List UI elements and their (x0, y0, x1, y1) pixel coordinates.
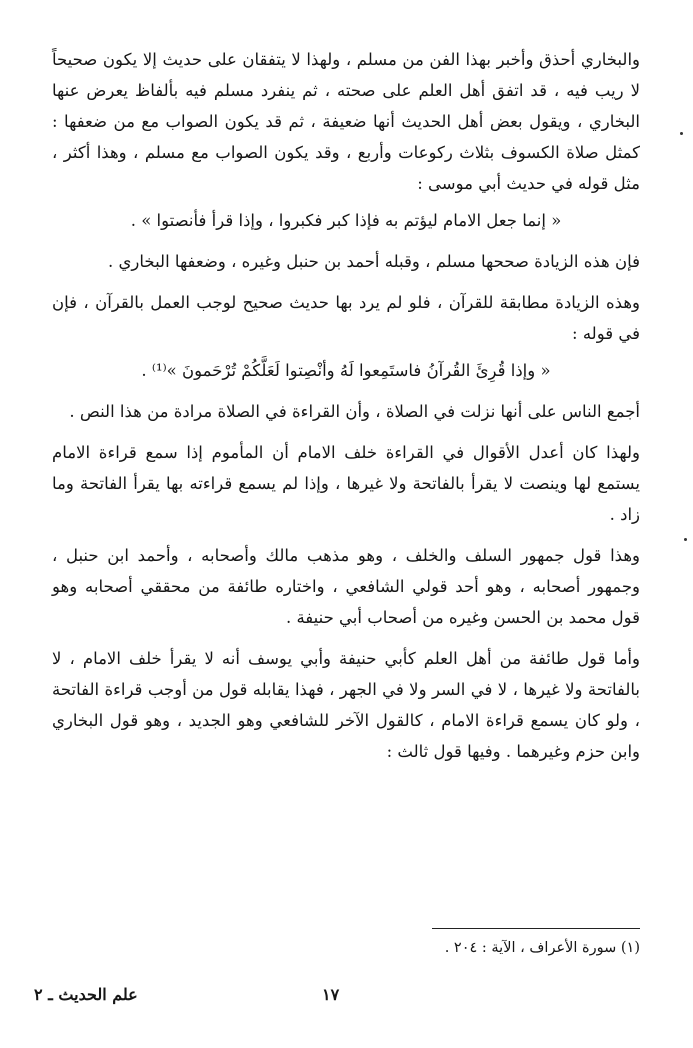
running-title: علم الحديث ـ ٢ (34, 985, 138, 1004)
footnote-divider (432, 928, 640, 929)
paragraph-7: وأما قول طائفة من أهل العلم كأبي حنيفة وأبي يوسف أنه لا يقرأ خلف الامام ، لا بالفاتحة ولا غيرها ، لا في السر ولا في الجهر ، فهذا يقابله قول من أوجب قراءة الفاتحة ، ولو كان يسمع قراءة الامام ، كالقول الآخر للشافعي وهو الجديد ، وهو قول البخاري وابن حزم وغيرهما . وفيها قول ثالث : (52, 649, 640, 761)
paragraph-1: والبخاري أحذق وأخبر بهذا الفن من مسلم ، ولهذا لا يتفقان على حديث إلا يكون صحيحاً لا ريب فيه ، قد اتفق أهل العلم على صحته ، ثم ينفرد مسلم فيه بألفاظ يعرض عنها البخاري ، ويقول بعض أهل الحديث أنها ضعيفة ، ثم قد يكون الصواب مع من ضعفها : كمثل صلاة الكسوف بثلاث ركوعات وأربع ، وقد يكون الصواب مع مسلم ، وهذا أكثر ، مثل قوله في حديث أبي موسى : (52, 50, 640, 193)
paragraph-5: ولهذا كان أعدل الأقوال في القراءة خلف الامام أن المأموم إذا سمع قراءة الامام يستمع لها وينصت لا يقرأ بالفاتحة ولا غيرها ، وإذا لم يسمع قراءته بها يقرأ الفاتحة وما زاد . (52, 443, 640, 524)
main-text (52, 44, 640, 767)
paragraph-2: فإن هذه الزيادة صححها مسلم ، وقبله أحمد بن حنبل وغيره ، وضعفها البخاري . (108, 252, 640, 271)
hadith-quote: « إنما جعل الامام ليؤتم به فإذا كبر فكبروا ، وإذا قرأ فأنصتوا » . (130, 211, 562, 230)
paragraph-6: وهذا قول جمهور السلف والخلف ، وهو مذهب مالك وأصحابه ، وأحمد ابن حنبل ، وجمهور أصحابه ، وهو أحد قولي الشافعي ، واختاره طائفة من محققي أصحابه وهو قول محمد بن الحسن وغيره من أصحاب أبي حنيفة . (52, 546, 640, 627)
quran-quote: « وإذا قُرِئَ القُرآنُ فاستَمِعوا لَهُ وأنْصِتوا لَعَلَّكُمْ تُرْحَمونَ »⁽¹⁾ . (141, 361, 551, 380)
paragraph-3: وهذه الزيادة مطابقة للقرآن ، فلو لم يرد بها حديث صحيح لوجب العمل بالقرآن ، فإن في قوله : (52, 293, 640, 343)
page-number: ١٧ (322, 985, 340, 1004)
footnote: (١) سورة الأعراف ، الآية : ٢٠٤ . (444, 940, 640, 956)
margin-mark (684, 538, 687, 541)
margin-mark (680, 132, 683, 135)
paragraph-4: أجمع الناس على أنها نزلت في الصلاة ، وأن القراءة في الصلاة مرادة من هذا النص . (69, 402, 640, 421)
